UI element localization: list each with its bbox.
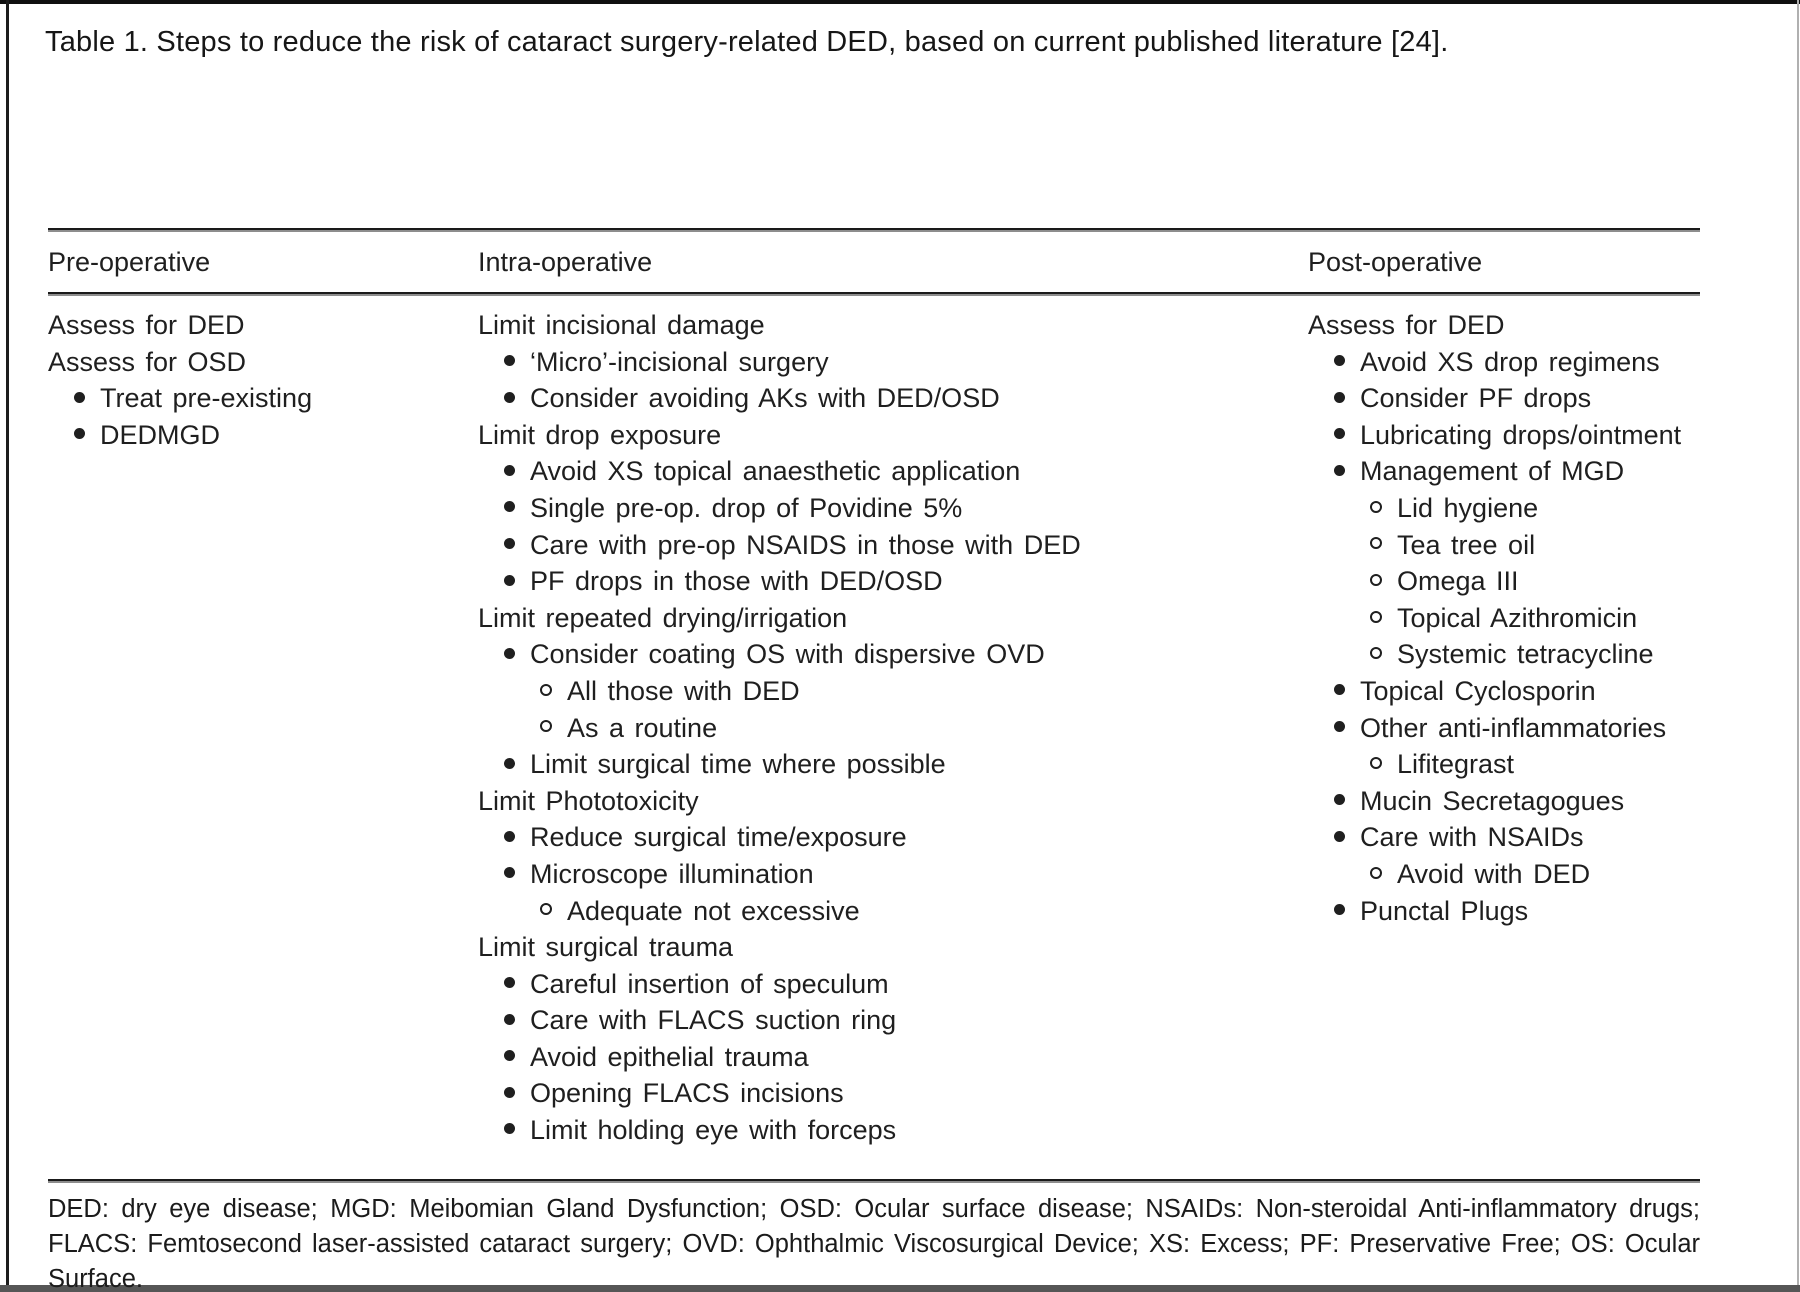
list-item (478, 819, 1308, 856)
filled-bullet-icon (504, 1123, 515, 1134)
filled-bullet-icon (1334, 904, 1345, 915)
frame-border-right (1797, 0, 1799, 1292)
filled-bullet-icon (504, 831, 515, 842)
filled-bullet-icon (504, 538, 515, 549)
list-item-text: Limit surgical trauma (478, 932, 734, 963)
list-item (1308, 417, 1700, 454)
list-item (1308, 490, 1700, 527)
list-item (48, 380, 478, 417)
list-item-text: Avoid with DED (1397, 858, 1591, 889)
filled-bullet-icon (1334, 392, 1345, 403)
list-item (1308, 819, 1700, 856)
list-item-text: DEDMGD (100, 419, 220, 450)
list-item-text: Consider PF drops (1360, 383, 1592, 414)
list-item (478, 966, 1308, 1003)
list-item (1308, 527, 1700, 564)
filled-bullet-icon (1334, 721, 1345, 732)
list-item-text: Systemic tetracycline (1397, 639, 1654, 670)
filled-bullet-icon (1334, 428, 1345, 439)
table (48, 228, 1700, 1183)
list-item-text: Consider coating OS with dispersive OVD (530, 639, 1045, 670)
open-circle-bullet-icon (1370, 867, 1382, 879)
table-caption: Table 1. Steps to reduce the risk of cataract surgery-related DED, based on current published literature [24]. (45, 26, 1449, 58)
open-circle-bullet-icon (1370, 611, 1382, 623)
list-item-text: Limit surgical time where possible (530, 749, 946, 780)
list-item-text: Assess for OSD (48, 346, 247, 377)
filled-bullet-icon (504, 1014, 515, 1025)
filled-bullet-icon (504, 501, 515, 512)
filled-bullet-icon (74, 392, 85, 403)
list-item-text: Management of MGD (1360, 456, 1625, 487)
list-item (478, 636, 1308, 673)
list-item-text: Tea tree oil (1397, 529, 1536, 560)
list-item (1308, 636, 1700, 673)
open-circle-bullet-icon (1370, 647, 1382, 659)
table-body (48, 296, 1700, 1179)
list-item-text: Limit holding eye with forceps (530, 1115, 897, 1146)
list-item (1308, 600, 1700, 637)
filled-bullet-icon (504, 1050, 515, 1061)
open-circle-bullet-icon (540, 684, 552, 696)
frame-border-left (6, 0, 9, 1292)
list-item (478, 344, 1308, 381)
list-item-text: Topical Azithromicin (1397, 602, 1638, 633)
list-item (48, 417, 478, 454)
open-circle-bullet-icon (540, 720, 552, 732)
filled-bullet-icon (504, 867, 515, 878)
filled-bullet-icon (74, 428, 85, 439)
filled-bullet-icon (1334, 794, 1345, 805)
list-item (1308, 453, 1700, 490)
list-item-text: Other anti-inflammatories (1360, 712, 1667, 743)
list-item-text: Mucin Secretagogues (1360, 785, 1625, 816)
open-circle-bullet-icon (1370, 574, 1382, 586)
list-item (478, 380, 1308, 417)
list-item (478, 1112, 1308, 1149)
list-item-text: Limit repeated drying/irrigation (478, 602, 848, 633)
list-item-text: ‘Micro’-incisional surgery (530, 346, 829, 377)
list-item-text: Adequate not excessive (567, 895, 860, 926)
open-circle-bullet-icon (1370, 501, 1382, 513)
list-item (478, 893, 1308, 930)
column-intra-operative (478, 307, 1308, 1151)
list-item-text: Punctal Plugs (1360, 895, 1529, 926)
column-header-intra-operative: Intra-operative (478, 247, 653, 277)
list-item (478, 563, 1308, 600)
list-item (1308, 344, 1700, 381)
list-item (48, 344, 478, 381)
open-circle-bullet-icon (1370, 537, 1382, 549)
list-item (1308, 746, 1700, 783)
list-item-text: Lid hygiene (1397, 492, 1539, 523)
list-item (1308, 563, 1700, 600)
list-item-text: PF drops in those with DED/OSD (530, 566, 943, 597)
list-item (1308, 856, 1700, 893)
list-item (1308, 893, 1700, 930)
list-item-text: Omega III (1397, 566, 1519, 597)
list-item-text: Microscope illumination (530, 858, 814, 889)
list-item (478, 307, 1308, 344)
open-circle-bullet-icon (540, 903, 552, 915)
list-item-text: Limit Phototoxicity (478, 785, 699, 816)
list-item (478, 929, 1308, 966)
list-item-text: Care with pre-op NSAIDS in those with DED (530, 529, 1081, 560)
filled-bullet-icon (1334, 684, 1345, 695)
filled-bullet-icon (504, 648, 515, 659)
filled-bullet-icon (504, 977, 515, 988)
filled-bullet-icon (504, 758, 515, 769)
list-item-text: Limit drop exposure (478, 419, 722, 450)
list-item (478, 783, 1308, 820)
list-item-text: As a routine (567, 712, 718, 743)
table-header-row (48, 232, 1700, 292)
filled-bullet-icon (504, 392, 515, 403)
list-item-text: Single pre-op. drop of Povidine 5% (530, 492, 963, 523)
list-item (478, 1002, 1308, 1039)
list-item (478, 1075, 1308, 1112)
list-item-text: Reduce surgical time/exposure (530, 822, 907, 853)
list-item (478, 600, 1308, 637)
list-item (478, 453, 1308, 490)
list-item (478, 490, 1308, 527)
filled-bullet-icon (504, 1087, 515, 1098)
list-item (1308, 710, 1700, 747)
list-item-text: Careful insertion of speculum (530, 968, 889, 999)
list-item-text: Care with NSAIDs (1360, 822, 1584, 853)
column-pre-operative (48, 307, 478, 1151)
list-item-text: Treat pre-existing (100, 383, 313, 414)
filled-bullet-icon (1334, 831, 1345, 842)
list-item-text: Consider avoiding AKs with DED/OSD (530, 383, 1000, 414)
list-item (1308, 783, 1700, 820)
list-item (478, 527, 1308, 564)
list-item-text: Assess for DED (48, 310, 245, 340)
list-item (478, 746, 1308, 783)
filled-bullet-icon (504, 465, 515, 476)
list-item-text: Avoid XS topical anaesthetic application (530, 456, 1021, 487)
list-item-text: Assess for DED (1308, 310, 1505, 340)
list-item (478, 1039, 1308, 1076)
list-item-text: Care with FLACS suction ring (530, 1005, 897, 1036)
list-item-text: Lubricating drops/ointment (1360, 419, 1682, 450)
column-header-post-operative: Post-operative (1308, 247, 1483, 277)
list-item-text: Avoid XS drop regimens (1360, 346, 1660, 377)
table-footnote: DED: dry eye disease; MGD: Meibomian Gland Dysfunction; OSD: Ocular surface disease; NSAIDs: Non-steroidal Anti-inflammatory drugs; FLACS: Femtosecond laser-assisted cataract surgery; OVD: Ophthalmic Viscosurgical Device; XS: Excess; PF: Preservative Free; OS: Ocular Surface. (48, 1195, 1700, 1292)
list-item (478, 417, 1308, 454)
list-item (1308, 673, 1700, 710)
filled-bullet-icon (1334, 465, 1345, 476)
frame-border-top (0, 0, 1800, 4)
list-item-text: Opening FLACS incisions (530, 1078, 844, 1109)
list-item (478, 673, 1308, 710)
table-bottom-rule (48, 1179, 1700, 1183)
list-item (1308, 307, 1700, 344)
column-header-pre-operative: Pre-operative (48, 247, 211, 277)
list-item (48, 307, 478, 344)
list-item-text: Topical Cyclosporin (1360, 675, 1596, 706)
list-item-text: Lifitegrast (1397, 749, 1515, 780)
filled-bullet-icon (1334, 355, 1345, 366)
filled-bullet-icon (504, 355, 515, 366)
list-item (1308, 380, 1700, 417)
list-item-text: Limit incisional damage (478, 310, 765, 340)
list-item-text: All those with DED (567, 675, 800, 706)
list-item (478, 710, 1308, 747)
filled-bullet-icon (504, 575, 515, 586)
list-item (478, 856, 1308, 893)
column-post-operative (1308, 307, 1700, 1151)
open-circle-bullet-icon (1370, 757, 1382, 769)
list-item-text: Avoid epithelial trauma (530, 1041, 809, 1072)
